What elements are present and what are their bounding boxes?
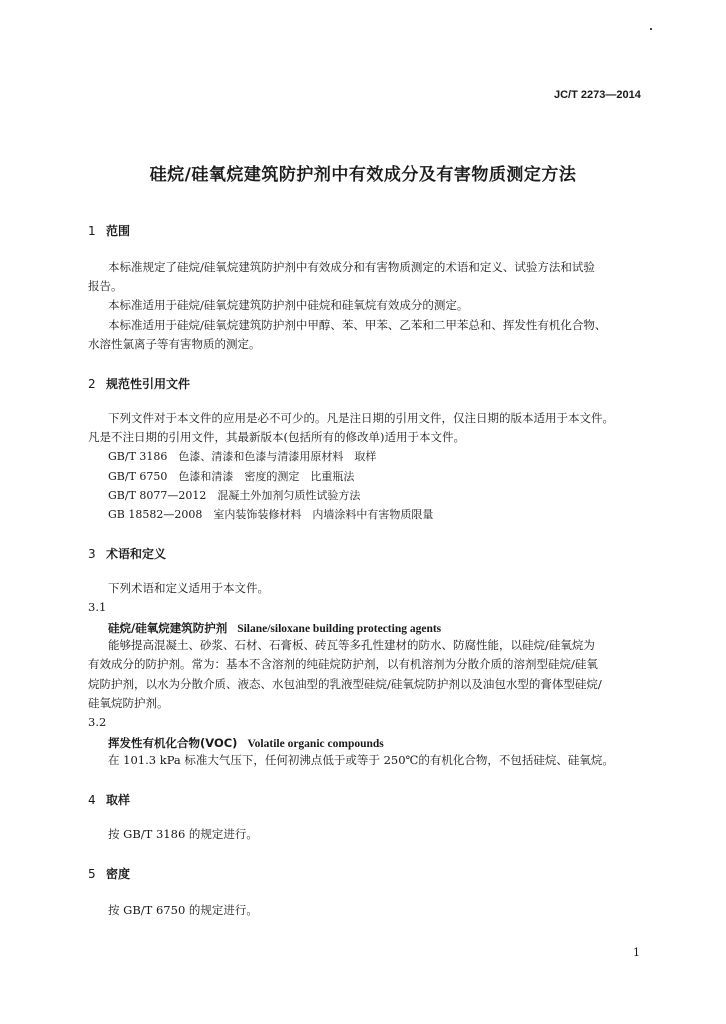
reference-item: GB/T 6750 色漆和清漆 密度的测定 比重瓶法 (108, 470, 355, 483)
reference-item: GB/T 3186 色漆、清漆和色漆与清漆用原材料 取样 (108, 450, 377, 463)
definition-line: 能够提高混凝土、砂浆、石材、石膏板、砖瓦等多孔性建材的防水、防腐性能，以硅烷/硅氧烷为 (108, 638, 595, 652)
term-number: 3.1 (88, 600, 107, 614)
section-title: 范围 (106, 224, 131, 238)
section-title: 取样 (106, 793, 131, 807)
section-4-heading (88, 791, 130, 808)
section-number: 1 (88, 224, 96, 238)
paragraph: 报告。 (88, 279, 123, 293)
definition-line: 烷防护剂，以水为分散介质、液态、水包油型的乳液型硅烷/硅氧烷防护剂以及油包水型的膏体型硅烷/ (88, 677, 602, 691)
definition-line: 硅氧烷防护剂。 (88, 696, 169, 710)
section-number: 3 (88, 547, 96, 561)
section-2-heading (88, 375, 190, 392)
paragraph: 按 GB/T 6750 的规定进行。 (108, 903, 258, 917)
section-number: 5 (88, 867, 96, 881)
definition-line: 在 101.3 kPa 标准大气压下，任何初沸点低于或等于 250℃的有机化合物，不包括硅烷、硅氧烷。 (108, 753, 614, 767)
section-title: 术语和定义 (106, 547, 167, 561)
paragraph: 本标准适用于硅烷/硅氧烷建筑防护剂中硅烷和硅氧烷有效成分的测定。 (108, 298, 469, 312)
page-number: 1 (633, 946, 640, 959)
term-chinese: 硅烷/硅氧烷建筑防护剂 (108, 621, 228, 635)
scan-speck (650, 28, 652, 30)
paragraph: 按 GB/T 3186 的规定进行。 (108, 827, 258, 841)
standard-number: JC/T 2273—2014 (554, 89, 641, 101)
definition-line: 有效成分的防护剂。常为：基本不含溶剂的纯硅烷防护剂，以有机溶剂为分散介质的溶剂型硅烷/硅氧 (88, 657, 598, 671)
term-number: 3.2 (88, 715, 107, 729)
reference-item: GB 18582—2008 室内装饰装修材料 内墙涂料中有害物质限量 (108, 508, 434, 521)
section-3-heading (88, 545, 166, 562)
paragraph: 本标准适用于硅烷/硅氧烷建筑防护剂中甲醇、苯、甲苯、乙苯和二甲苯总和、挥发性有机化合物、 (108, 318, 607, 332)
reference-item: GB/T 8077—2012 混凝土外加剂匀质性试验方法 (108, 489, 361, 502)
document-title: 硅烷/硅氧烷建筑防护剂中有效成分及有害物质测定方法 (149, 165, 577, 185)
paragraph: 本标准规定了硅烷/硅氧烷建筑防护剂中有效成分和有害物质测定的术语和定义、试验方法和试验 (108, 260, 595, 274)
paragraph: 凡是不注日期的引用文件，其最新版本(包括所有的修改单)适用于本文件。 (88, 430, 465, 444)
paragraph: 下列文件对于本文件的应用是必不可少的。凡是注日期的引用文件，仅注日期的版本适用于本文件。 (108, 411, 614, 425)
section-number: 2 (88, 377, 96, 391)
section-1-heading (88, 222, 130, 239)
section-title: 规范性引用文件 (106, 377, 191, 391)
term-english: Volatile organic compounds (247, 738, 384, 750)
term-chinese: 挥发性有机化合物(VOC) (108, 736, 238, 750)
section-5-heading (88, 865, 130, 882)
section-title: 密度 (106, 867, 131, 881)
paragraph: 下列术语和定义适用于本文件。 (108, 581, 269, 595)
section-number: 4 (88, 793, 96, 807)
paragraph: 水溶性氯离子等有害物质的测定。 (88, 337, 261, 351)
term-english: Silane/siloxane building protecting agents (237, 623, 442, 635)
